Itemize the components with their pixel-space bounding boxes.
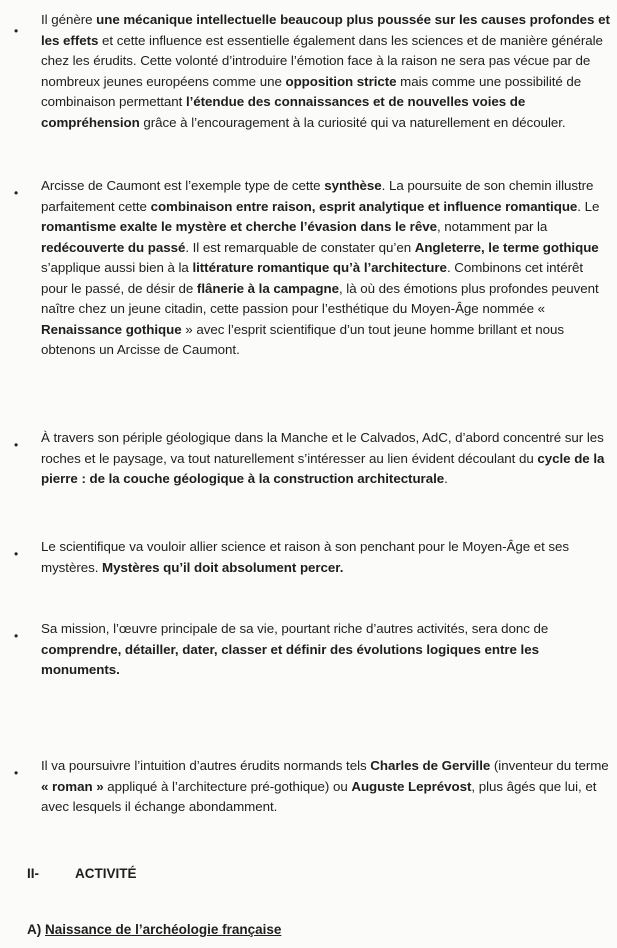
text-run: Il génère: [41, 12, 97, 27]
text-run: Sa mission, l’œuvre principale de sa vie, pourtant riche d’autres activités, sera donc de: [41, 621, 549, 636]
subsection-title: Naissance de l’archéologie française: [45, 922, 282, 937]
text-run: Le scientifique va vouloir allier science et raison à son penchant pour le Moyen-Âge et ses mystères.: [41, 539, 570, 575]
bullet-icon: •: [14, 438, 19, 452]
bold-text: Mystères qu’il doit absolument percer.: [102, 559, 344, 575]
bold-text: une mécanique intellectuelle beaucoup plus poussée sur les causes profondes et les effets: [41, 12, 610, 48]
bold-text: « roman »: [41, 778, 104, 794]
text-run: , là où des émotions plus profondes peuvent naître chez un jeune citadin, cette passion pour l’esthétique du Moyen-Âge nommée «: [41, 280, 599, 316]
text-run: grâce à l’encouragement à la curiosité qui va naturellement en découler.: [139, 114, 566, 130]
text-run: . Le: [577, 198, 600, 214]
section-number: II-: [27, 866, 39, 881]
bold-text: littérature romantique qu’à l’architecture: [192, 260, 447, 275]
bold-text: flânerie à la campagne: [196, 280, 339, 296]
text-run: Il va poursuivre l’intuition d’autres érudits normands tels: [41, 758, 371, 773]
bold-text: l’étendue des connaissances et de nouvelles voies de compréhension: [41, 94, 526, 130]
bullet-icon: •: [14, 547, 19, 561]
paragraph-4: [41, 537, 611, 578]
bullet-icon: •: [14, 186, 19, 200]
text-run: . La poursuite de son chemin illustre parfaitement cette: [41, 178, 594, 214]
text-run: s’applique aussi bien à la: [41, 260, 193, 275]
paragraph-2: [41, 176, 611, 361]
paragraph-6: [41, 756, 611, 818]
bold-text: Charles de Gerville: [370, 758, 491, 773]
bold-text: opposition stricte: [285, 73, 397, 89]
subsection-letter: A): [27, 922, 42, 937]
bullet-icon: •: [14, 766, 19, 780]
text-run: , plus âgés que lui, et avec lesquels il échange abondamment.: [41, 778, 597, 814]
bullet-icon: •: [14, 24, 19, 38]
bold-text: cycle de la pierre : de la couche géologique à la construction architecturale: [41, 450, 605, 486]
text-run: . Il est remarquable de constater qu’en: [185, 239, 415, 255]
bold-text: comprendre, détailler, dater, classer et définir des évolutions logiques entre les monuments.: [41, 641, 539, 677]
text-run: appliqué à l’architecture pré-gothique) ou: [103, 778, 352, 794]
text-run: À travers son périple géologique dans la Manche et le Calvados, AdC, d’abord concentré sur les roches et le paysage, va tout naturellement s’intéresser au lien évident découlant du: [41, 430, 604, 466]
bold-text: romantisme exalte le mystère et cherche l’évasion dans le rêve: [41, 219, 437, 234]
text-run: (inventeur du terme: [490, 758, 609, 773]
text-run: mais comme une possibilité de combinaison permettant: [41, 73, 582, 109]
bold-text: combinaison entre raison, esprit analytique et influence romantique: [150, 198, 578, 214]
paragraph-1: [41, 10, 611, 133]
subsection-heading: [27, 922, 281, 937]
bold-text: synthèse: [324, 178, 382, 193]
text-run: et cette influence est essentielle également dans les sciences et de manière générale chez les érudits. Cette volonté d’introduire l’émotion face à la raison ne sera pas vécue par de nombreux jeunes européens comme une: [41, 32, 603, 89]
paragraph-3: [41, 428, 611, 490]
bold-text: Angleterre, le terme gothique: [414, 239, 599, 255]
section-title: ACTIVITÉ: [75, 866, 137, 881]
text-run: . Combinons cet intérêt pour le passé, de désir de: [41, 260, 583, 296]
text-run: » avec l’esprit scientifique d’un tout jeune homme brillant et nous obtenons un Arcisse de Caumont.: [41, 321, 564, 357]
text-run: Arcisse de Caumont est l’exemple type de cette: [41, 178, 325, 193]
bold-text: Renaissance gothique: [41, 321, 182, 337]
bold-text: redécouverte du passé: [41, 239, 186, 255]
text-run: .: [444, 471, 448, 486]
text-run: , notamment par la: [436, 219, 548, 234]
bullet-icon: •: [14, 629, 19, 643]
bold-text: Auguste Leprévost: [351, 778, 472, 794]
paragraph-5: [41, 619, 611, 681]
